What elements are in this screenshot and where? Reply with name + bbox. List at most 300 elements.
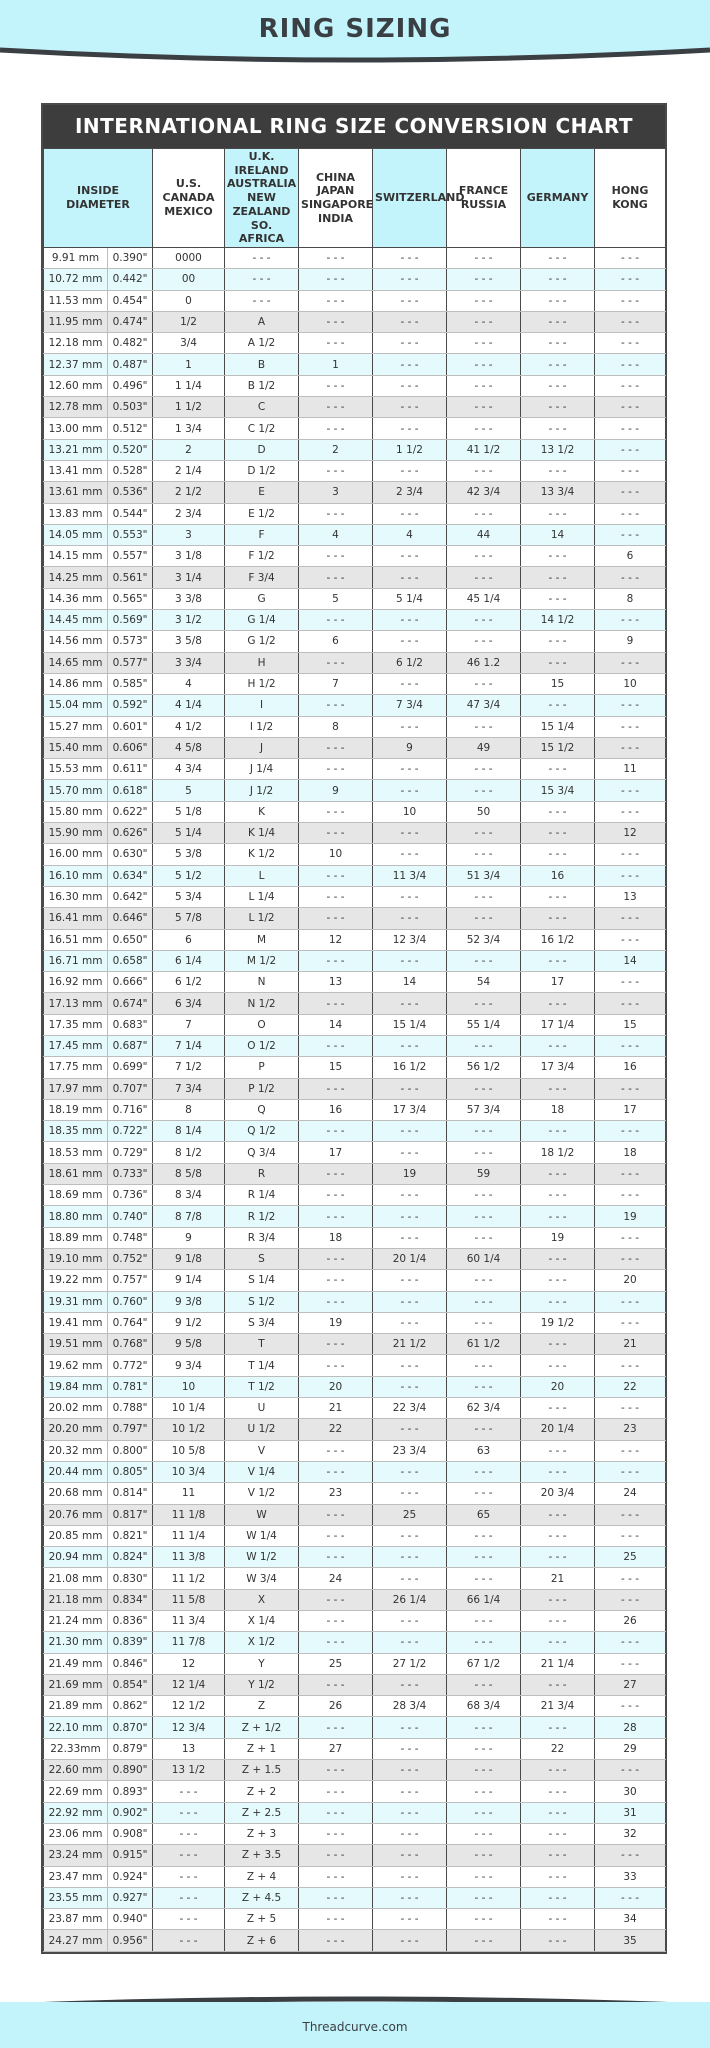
table-cell: 0.788": [108, 1398, 153, 1419]
table-cell: 7 3/4: [373, 695, 447, 716]
table-cell: 24.27 mm: [44, 1930, 108, 1951]
table-cell: - - -: [299, 865, 373, 886]
table-cell: - - -: [521, 418, 595, 439]
table-cell: 12.60 mm: [44, 375, 108, 396]
table-cell: - - -: [447, 1930, 521, 1951]
table-cell: - - -: [521, 1632, 595, 1653]
table-cell: 12 1/2: [153, 1696, 225, 1717]
table-cell: - - -: [373, 503, 447, 524]
table-cell: 60 1/4: [447, 1248, 521, 1269]
table-cell: 0.482": [108, 333, 153, 354]
table-cell: - - -: [373, 1525, 447, 1546]
table-row: [44, 737, 666, 758]
table-cell: 23: [595, 1419, 666, 1440]
table-cell: Z: [225, 1696, 299, 1717]
table-cell: 0.760": [108, 1291, 153, 1312]
table-cell: - - -: [299, 1845, 373, 1866]
table-cell: 15: [521, 673, 595, 694]
table-cell: 1 3/4: [153, 418, 225, 439]
table-cell: M 1/2: [225, 950, 299, 971]
table-cell: - - -: [373, 1823, 447, 1844]
table-cell: 0.611": [108, 759, 153, 780]
table-cell: 26: [299, 1696, 373, 1717]
table-cell: - - -: [447, 1802, 521, 1823]
table-cell: 11 3/4: [373, 865, 447, 886]
table-cell: - - -: [521, 1823, 595, 1844]
table-cell: - - -: [299, 1461, 373, 1482]
table-cell: 21.49 mm: [44, 1653, 108, 1674]
table-cell: - - -: [447, 1376, 521, 1397]
table-cell: 31: [595, 1802, 666, 1823]
table-cell: J 1/4: [225, 759, 299, 780]
table-cell: - - -: [595, 333, 666, 354]
table-cell: 6 1/2: [373, 652, 447, 673]
table-cell: 14.15 mm: [44, 546, 108, 567]
table-row: [44, 1674, 666, 1695]
table-cell: 14.65 mm: [44, 652, 108, 673]
table-cell: - - -: [447, 1866, 521, 1887]
table-cell: 61 1/2: [447, 1334, 521, 1355]
table-cell: - - -: [299, 1589, 373, 1610]
table-cell: B: [225, 354, 299, 375]
table-cell: - - -: [373, 1035, 447, 1056]
table-row: [44, 1568, 666, 1589]
table-cell: - - -: [447, 1887, 521, 1908]
table-cell: - - -: [447, 418, 521, 439]
table-cell: 20.02 mm: [44, 1398, 108, 1419]
table-cell: 0.752": [108, 1248, 153, 1269]
table-cell: 26: [595, 1611, 666, 1632]
table-cell: 8 3/4: [153, 1185, 225, 1206]
table-cell: - - -: [373, 1483, 447, 1504]
table-cell: V 1/2: [225, 1483, 299, 1504]
table-cell: 7: [299, 673, 373, 694]
table-cell: 8 7/8: [153, 1206, 225, 1227]
table-cell: 15 1/4: [373, 1014, 447, 1035]
table-cell: 17: [299, 1142, 373, 1163]
table-cell: 0.626": [108, 823, 153, 844]
table-cell: 0.846": [108, 1653, 153, 1674]
table-cell: 0.836": [108, 1611, 153, 1632]
table-cell: - - -: [299, 1291, 373, 1312]
table-cell: 10: [299, 844, 373, 865]
table-row: [44, 1334, 666, 1355]
table-cell: 7: [153, 1014, 225, 1035]
table-cell: - - -: [299, 397, 373, 418]
table-cell: Z + 5: [225, 1909, 299, 1930]
table-cell: - - -: [521, 1248, 595, 1269]
table-cell: 22.69 mm: [44, 1781, 108, 1802]
table-cell: - - -: [595, 1312, 666, 1333]
table-cell: 22.10 mm: [44, 1717, 108, 1738]
table-cell: 55 1/4: [447, 1014, 521, 1035]
table-cell: 6 1/4: [153, 950, 225, 971]
table-cell: 12: [153, 1653, 225, 1674]
table-cell: - - -: [447, 950, 521, 971]
table-row: [44, 1504, 666, 1525]
table-cell: - - -: [373, 908, 447, 929]
table-cell: 23 3/4: [373, 1440, 447, 1461]
table-cell: - - -: [153, 1802, 225, 1823]
table-row: [44, 929, 666, 950]
table-cell: 0.834": [108, 1589, 153, 1610]
table-row: [44, 1035, 666, 1056]
table-cell: - - -: [521, 1760, 595, 1781]
table-cell: 28: [595, 1717, 666, 1738]
table-cell: 11.53 mm: [44, 290, 108, 311]
table-cell: - - -: [521, 1355, 595, 1376]
table-cell: 68 3/4: [447, 1696, 521, 1717]
table-cell: 20: [521, 1376, 595, 1397]
table-cell: - - -: [521, 503, 595, 524]
table-cell: 0.707": [108, 1078, 153, 1099]
table-cell: 1: [153, 354, 225, 375]
table-cell: 0.577": [108, 652, 153, 673]
table-cell: - - -: [153, 1887, 225, 1908]
table-row: [44, 1653, 666, 1674]
table-cell: - - -: [595, 1632, 666, 1653]
table-cell: 3: [299, 482, 373, 503]
table-cell: - - -: [299, 1823, 373, 1844]
table-cell: P: [225, 1057, 299, 1078]
table-cell: E 1/2: [225, 503, 299, 524]
table-row: [44, 1802, 666, 1823]
table-cell: 67 1/2: [447, 1653, 521, 1674]
table-cell: 15 1/4: [521, 716, 595, 737]
table-cell: 13.41 mm: [44, 460, 108, 481]
table-cell: 21: [595, 1334, 666, 1355]
table-cell: 19.10 mm: [44, 1248, 108, 1269]
table-cell: 18.53 mm: [44, 1142, 108, 1163]
table-cell: - - -: [595, 1696, 666, 1717]
table-row: [44, 1909, 666, 1930]
table-cell: 0000: [153, 248, 225, 269]
table-row: [44, 290, 666, 311]
table-cell: 0.528": [108, 460, 153, 481]
table-cell: - - -: [373, 844, 447, 865]
table-cell: - - -: [521, 1887, 595, 1908]
table-cell: I 1/2: [225, 716, 299, 737]
table-cell: 19: [595, 1206, 666, 1227]
table-cell: - - -: [447, 1355, 521, 1376]
table-cell: 21.08 mm: [44, 1568, 108, 1589]
table-cell: - - -: [299, 695, 373, 716]
table-cell: - - -: [299, 1930, 373, 1951]
table-cell: - - -: [225, 248, 299, 269]
table-cell: 16 1/2: [521, 929, 595, 950]
table-cell: - - -: [299, 1185, 373, 1206]
table-row: [44, 439, 666, 460]
table-cell: 8 1/2: [153, 1142, 225, 1163]
conversion-table: [43, 148, 666, 1952]
table-cell: 10: [373, 801, 447, 822]
table-cell: 9: [299, 780, 373, 801]
table-cell: - - -: [373, 1121, 447, 1142]
table-cell: - - -: [521, 1909, 595, 1930]
table-cell: - - -: [595, 1355, 666, 1376]
table-cell: - - -: [299, 248, 373, 269]
table-cell: 41 1/2: [447, 439, 521, 460]
table-cell: 3 3/4: [153, 652, 225, 673]
table-cell: 0.908": [108, 1823, 153, 1844]
table-cell: 0.893": [108, 1781, 153, 1802]
table-row: [44, 631, 666, 652]
table-row: [44, 503, 666, 524]
table-cell: L: [225, 865, 299, 886]
table-cell: 11 1/4: [153, 1525, 225, 1546]
table-cell: 45 1/4: [447, 588, 521, 609]
table-cell: 14.05 mm: [44, 524, 108, 545]
table-cell: T: [225, 1334, 299, 1355]
table-cell: D 1/2: [225, 460, 299, 481]
table-cell: 17.75 mm: [44, 1057, 108, 1078]
table-cell: 6 3/4: [153, 993, 225, 1014]
table-cell: - - -: [521, 1504, 595, 1525]
table-cell: 20 1/4: [373, 1248, 447, 1269]
col-inside-diameter: INSIDE DIAMETER: [44, 149, 153, 248]
table-cell: 21.30 mm: [44, 1632, 108, 1653]
table-cell: - - -: [447, 1142, 521, 1163]
table-row: [44, 1185, 666, 1206]
table-cell: - - -: [595, 737, 666, 758]
table-cell: Z + 1/2: [225, 1717, 299, 1738]
table-cell: - - -: [373, 610, 447, 631]
table-cell: 18.35 mm: [44, 1121, 108, 1142]
table-cell: 4 3/4: [153, 759, 225, 780]
table-cell: 3 1/2: [153, 610, 225, 631]
table-row: [44, 610, 666, 631]
table-cell: - - -: [521, 1525, 595, 1546]
table-cell: 16.00 mm: [44, 844, 108, 865]
table-cell: 11 3/4: [153, 1611, 225, 1632]
table-row: [44, 1632, 666, 1653]
table-cell: 21.24 mm: [44, 1611, 108, 1632]
table-cell: - - -: [373, 333, 447, 354]
table-cell: 0.666": [108, 972, 153, 993]
table-cell: - - -: [299, 460, 373, 481]
table-cell: - - -: [447, 1845, 521, 1866]
table-cell: 52 3/4: [447, 929, 521, 950]
table-cell: 0.674": [108, 993, 153, 1014]
table-cell: - - -: [447, 1547, 521, 1568]
table-cell: 0.622": [108, 801, 153, 822]
table-cell: - - -: [299, 950, 373, 971]
table-cell: - - -: [521, 1802, 595, 1823]
table-cell: 4 1/4: [153, 695, 225, 716]
table-cell: - - -: [299, 1611, 373, 1632]
table-row: [44, 1206, 666, 1227]
table-row: [44, 333, 666, 354]
table-cell: - - -: [447, 567, 521, 588]
table-cell: - - -: [595, 1440, 666, 1461]
table-cell: 30: [595, 1781, 666, 1802]
table-cell: E: [225, 482, 299, 503]
table-cell: 14.36 mm: [44, 588, 108, 609]
table-cell: - - -: [373, 886, 447, 907]
table-cell: - - -: [299, 1078, 373, 1099]
table-row: [44, 823, 666, 844]
table-cell: - - -: [299, 1504, 373, 1525]
table-cell: S 1/4: [225, 1270, 299, 1291]
table-row: [44, 567, 666, 588]
table-cell: Q 3/4: [225, 1142, 299, 1163]
table-cell: 10 1/4: [153, 1398, 225, 1419]
table-cell: - - -: [373, 290, 447, 311]
table-cell: 0.817": [108, 1504, 153, 1525]
table-cell: 65: [447, 1504, 521, 1525]
table-cell: - - -: [595, 397, 666, 418]
table-cell: - - -: [299, 1760, 373, 1781]
table-cell: - - -: [595, 1589, 666, 1610]
table-cell: 1 1/4: [153, 375, 225, 396]
table-cell: 20.32 mm: [44, 1440, 108, 1461]
table-cell: Y 1/2: [225, 1674, 299, 1695]
table-cell: - - -: [595, 1121, 666, 1142]
table-cell: R 1/4: [225, 1185, 299, 1206]
table-cell: 10: [153, 1376, 225, 1397]
table-cell: - - -: [521, 460, 595, 481]
table-cell: - - -: [447, 823, 521, 844]
table-cell: 12: [299, 929, 373, 950]
table-cell: 0.585": [108, 673, 153, 694]
table-row: [44, 482, 666, 503]
table-cell: 27 1/2: [373, 1653, 447, 1674]
table-cell: - - -: [373, 1632, 447, 1653]
table-cell: 26 1/4: [373, 1589, 447, 1610]
table-cell: 11 1/2: [153, 1568, 225, 1589]
table-cell: 33: [595, 1866, 666, 1887]
table-row: [44, 1419, 666, 1440]
col-hongkong: HONG KONG: [595, 149, 666, 248]
table-cell: - - -: [447, 1611, 521, 1632]
table-row: [44, 1376, 666, 1397]
table-cell: 15.80 mm: [44, 801, 108, 822]
table-cell: - - -: [299, 418, 373, 439]
header-row: [44, 149, 666, 248]
table-cell: V 1/4: [225, 1461, 299, 1482]
table-cell: - - -: [299, 886, 373, 907]
table-row: [44, 1248, 666, 1269]
table-cell: - - -: [299, 1525, 373, 1546]
table-cell: - - -: [299, 1355, 373, 1376]
table-cell: - - -: [521, 801, 595, 822]
table-cell: - - -: [521, 1674, 595, 1695]
table-cell: - - -: [447, 673, 521, 694]
table-cell: - - -: [595, 290, 666, 311]
table-row: [44, 780, 666, 801]
table-cell: - - -: [595, 1525, 666, 1546]
table-cell: 18: [521, 1099, 595, 1120]
table-cell: 21.18 mm: [44, 1589, 108, 1610]
table-cell: - - -: [521, 1547, 595, 1568]
table-cell: - - -: [447, 1483, 521, 1504]
table-cell: 0.940": [108, 1909, 153, 1930]
table-cell: 9: [595, 631, 666, 652]
table-cell: 23: [299, 1483, 373, 1504]
table-row: [44, 248, 666, 269]
table-cell: - - -: [299, 610, 373, 631]
table-cell: - - -: [447, 1823, 521, 1844]
table-cell: 0.699": [108, 1057, 153, 1078]
table-cell: 20.44 mm: [44, 1461, 108, 1482]
table-cell: 59: [447, 1163, 521, 1184]
table-cell: W 1/4: [225, 1525, 299, 1546]
table-cell: 0.634": [108, 865, 153, 886]
table-row: [44, 269, 666, 290]
table-cell: - - -: [521, 1461, 595, 1482]
table-cell: - - -: [595, 780, 666, 801]
table-cell: 12.37 mm: [44, 354, 108, 375]
table-cell: 0: [153, 290, 225, 311]
table-cell: 14: [373, 972, 447, 993]
table-cell: 5 1/4: [153, 823, 225, 844]
table-cell: 22: [299, 1419, 373, 1440]
table-cell: - - -: [447, 248, 521, 269]
table-cell: 14: [595, 950, 666, 971]
table-cell: - - -: [447, 503, 521, 524]
table-cell: 0.781": [108, 1376, 153, 1397]
table-cell: 18.69 mm: [44, 1185, 108, 1206]
table-cell: - - -: [299, 1248, 373, 1269]
table-cell: - - -: [299, 652, 373, 673]
table-cell: J 1/2: [225, 780, 299, 801]
table-cell: L 1/4: [225, 886, 299, 907]
table-row: [44, 588, 666, 609]
table-row: [44, 865, 666, 886]
table-row: [44, 1355, 666, 1376]
table-cell: 0.927": [108, 1887, 153, 1908]
table-cell: V: [225, 1440, 299, 1461]
table-cell: 32: [595, 1823, 666, 1844]
table-cell: 2 3/4: [153, 503, 225, 524]
table-cell: 14.56 mm: [44, 631, 108, 652]
table-cell: X 1/4: [225, 1611, 299, 1632]
table-cell: - - -: [447, 1525, 521, 1546]
table-cell: 23.06 mm: [44, 1823, 108, 1844]
table-cell: - - -: [447, 333, 521, 354]
table-cell: - - -: [299, 1909, 373, 1930]
table-cell: 20: [299, 1376, 373, 1397]
table-cell: - - -: [373, 1461, 447, 1482]
table-row: [44, 1589, 666, 1610]
table-cell: 11: [595, 759, 666, 780]
table-cell: 51 3/4: [447, 865, 521, 886]
table-cell: 5: [299, 588, 373, 609]
table-cell: 16.41 mm: [44, 908, 108, 929]
table-cell: 15: [299, 1057, 373, 1078]
table-cell: 14.25 mm: [44, 567, 108, 588]
table-cell: - - -: [373, 546, 447, 567]
table-cell: 7 3/4: [153, 1078, 225, 1099]
table-cell: - - -: [521, 567, 595, 588]
table-cell: - - -: [153, 1781, 225, 1802]
table-cell: 17.45 mm: [44, 1035, 108, 1056]
table-cell: 11: [153, 1483, 225, 1504]
table-cell: 24: [595, 1483, 666, 1504]
table-cell: - - -: [373, 1270, 447, 1291]
table-cell: 3 1/4: [153, 567, 225, 588]
table-cell: - - -: [299, 823, 373, 844]
table-cell: - - -: [595, 844, 666, 865]
table-cell: 16.51 mm: [44, 929, 108, 950]
table-cell: 0.601": [108, 716, 153, 737]
table-row: [44, 652, 666, 673]
table-cell: Z + 3.5: [225, 1845, 299, 1866]
table-cell: - - -: [447, 311, 521, 332]
table-cell: - - -: [299, 1270, 373, 1291]
table-cell: 18: [595, 1142, 666, 1163]
table-cell: 0.902": [108, 1802, 153, 1823]
